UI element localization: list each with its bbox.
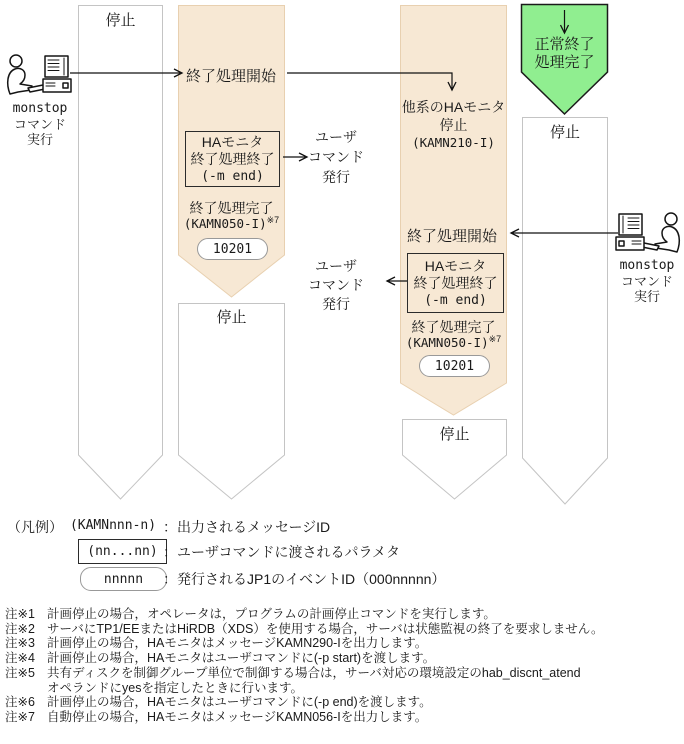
remote-event-id-oval: 10201 — [419, 355, 490, 377]
remote-command-box — [407, 253, 504, 313]
right-actor-line-2: コマンド — [620, 273, 673, 289]
note-text-6: 計画停止の場合，HAモニタはユーザコマンドに(-p end)を渡します。 — [47, 695, 432, 710]
legend-message-id-symbol: (KAMNnnn-n) — [69, 518, 157, 533]
legend-message-id-desc: ：出力されるメッセージID — [163, 519, 331, 535]
local-command-box-line-3: (-m end) — [201, 168, 264, 184]
note-text-5: 共有ディスクを制御グループ単位で制御する場合は，サーバ対応の環境設定のhab_discnt_atend — [47, 665, 581, 680]
user-command-2-line-1: ユーザ — [315, 258, 357, 274]
user-command-1-line-2: コマンド — [308, 149, 364, 165]
legend-parameter-box: (nn...nn) — [78, 539, 167, 564]
note-text-5-continued: オペランドにyesを指定したときに行います。 — [47, 680, 303, 695]
note-text-3: 計画停止の場合，HAモニタはメッセージKAMN290-Iを出力します。 — [47, 636, 428, 651]
note-label-1: 注※1 — [5, 607, 35, 621]
remote-stop-line-3: (KAMN210-I) — [412, 135, 495, 150]
remote-stop-message — [398, 99, 509, 152]
user-command-2-line-3: 発行 — [322, 296, 350, 312]
normal-end-line-2: 処理完了 — [534, 54, 595, 71]
right-actor-label — [607, 258, 684, 305]
legend-event-id-desc: ：発行されるJP1のイベントID（000nnnnn） — [163, 571, 446, 587]
notes-block — [5, 607, 681, 725]
remote-complete-message-id — [400, 335, 507, 350]
right-operator-terminal-icon — [616, 213, 679, 252]
local-note-ref: ※7 — [266, 214, 280, 225]
normal-end-line-1: 正常終了 — [534, 36, 595, 53]
note-label-spacer — [5, 681, 47, 696]
local-complete-message-id — [178, 216, 285, 231]
remote-complete-label: 終了処理完了 — [411, 319, 496, 335]
note-row-3 — [5, 636, 681, 651]
note-row-2 — [5, 622, 681, 637]
note-row-7 — [5, 710, 681, 725]
local-command-box-line-2: 終了処理終了 — [190, 150, 275, 167]
legend-parameter-desc: ：ユーザコマンドに渡されるパラメタ — [163, 544, 401, 560]
remote-message-id-text: (KAMN050-I) — [405, 335, 489, 350]
remote-start-label: 終了処理開始 — [407, 228, 498, 245]
column-remote-program-shape — [523, 118, 608, 505]
user-command-1-line-1: ユーザ — [315, 129, 357, 145]
user-command-label-2 — [301, 257, 371, 314]
note-text-2: サーバにTP1/EEまたはHiRDB（XDS）を使用する場合，サーバは状態監視の終了を要求しません。 — [47, 621, 604, 636]
remote-stop-line-2: 停止 — [439, 116, 468, 133]
local-command-box — [185, 131, 280, 187]
note-text-7: 自動停止の場合，HAモニタはメッセージKAMN056-Iを出力します。 — [47, 709, 428, 724]
local-message-id-text: (KAMN050-I) — [183, 216, 267, 231]
left-operator-terminal-icon — [8, 55, 71, 94]
right-actor-line-3: 実行 — [633, 289, 660, 304]
remote-command-box-line-2: 終了処理終了 — [413, 274, 498, 291]
local-ha-monitor-stop-label: 停止 — [216, 309, 247, 326]
local-command-box-line-1: HAモニタ — [201, 133, 264, 150]
user-command-label-1 — [301, 127, 371, 187]
left-actor-line-3: 実行 — [26, 132, 53, 147]
note-label-2: 注※2 — [5, 621, 35, 636]
remote-note-ref: ※7 — [488, 333, 502, 344]
local-start-label: 終了処理開始 — [186, 68, 277, 85]
legend-title: （凡例） — [7, 519, 63, 535]
note-row-4 — [5, 651, 681, 666]
remote-ha-monitor-stop-label: 停止 — [439, 426, 470, 443]
note-label-7: 注※7 — [5, 709, 35, 724]
local-program-stop-label: 停止 — [105, 12, 136, 29]
column-local-program-shape — [79, 6, 163, 500]
note-row-5 — [5, 666, 681, 681]
note-row-6 — [5, 695, 681, 710]
local-complete-label: 終了処理完了 — [189, 200, 274, 216]
remote-command-box-line-3: (-m end) — [424, 292, 487, 308]
note-row-1 — [5, 607, 681, 622]
right-actor-line-1: monstop — [619, 258, 675, 273]
column-remote-ha-monitor-shape — [401, 6, 507, 416]
legend-event-id-oval: nnnnn — [80, 567, 167, 591]
user-command-2-line-2: コマンド — [308, 277, 364, 293]
local-event-id-oval: 10201 — [197, 238, 268, 260]
note-label-5: 注※5 — [5, 665, 35, 680]
left-actor-label — [0, 101, 80, 148]
note-text-4: 計画停止の場合，HAモニタはユーザコマンドに(-p start)を渡します。 — [47, 651, 436, 666]
column-local-ha-monitor-stopped-shape — [179, 304, 285, 500]
normal-end-banner-text — [521, 36, 608, 72]
remote-program-stop-label: 停止 — [549, 124, 580, 141]
left-actor-line-2: コマンド — [13, 116, 66, 132]
remote-stop-line-1: 他系のHAモニタ — [401, 99, 506, 115]
note-label-6: 注※6 — [5, 695, 35, 710]
remote-command-box-line-1: HAモニタ — [424, 257, 487, 274]
note-label-4: 注※4 — [5, 651, 35, 666]
left-actor-line-1: monstop — [12, 101, 68, 116]
note-label-3: 注※3 — [5, 636, 35, 651]
user-command-1-line-3: 発行 — [322, 169, 350, 185]
note-row-5-continued — [5, 681, 681, 696]
note-text-1: 計画停止の場合，オペレータは，プログラムの計画停止コマンドを実行します。 — [47, 607, 496, 621]
